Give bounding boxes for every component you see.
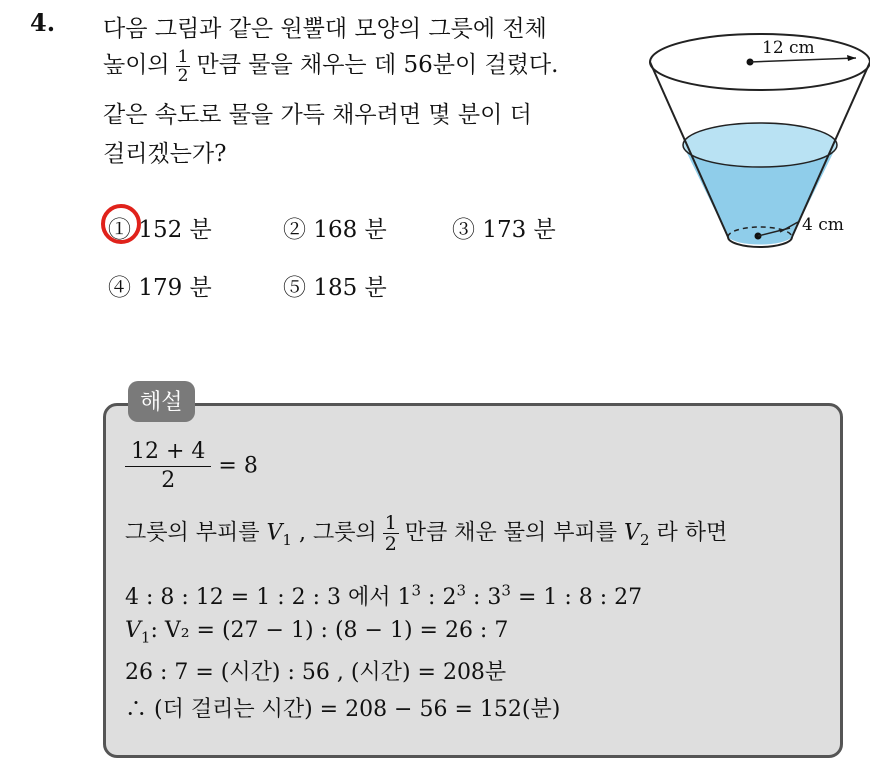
choice-2[interactable] — [283, 211, 387, 244]
question-number: 4. — [30, 8, 56, 37]
question-line-2-start: 높이의 — [103, 52, 170, 78]
choice-5-text: 185 분 — [313, 275, 387, 301]
solution-average-fraction: $\frac{12 + 4}{2}$ — [125, 438, 211, 495]
solution-half-fraction: $\frac{1}{2}$ — [384, 512, 397, 555]
solution-line-1 — [125, 438, 258, 495]
choice-4-mark: ④ — [108, 275, 131, 301]
solution-average-result: = 8 — [218, 453, 258, 479]
choice-4-text: 179 분 — [138, 275, 212, 301]
solution-line-5: 26 : 7 = (시간) : 56 , (시간) = 208분 — [125, 660, 507, 685]
top-radius-line — [750, 58, 856, 62]
solution-line-3: 4 : 8 : 12 = 1 : 2 : 3 에서 $1^3$ : $2^3$ : $3^3 = 1$ : 8 : 27 — [125, 581, 643, 610]
water-surface — [683, 123, 837, 167]
choice-1-mark: ① — [108, 217, 131, 243]
solution-line-4: $V_1$: V₂ = (27 − 1) : (8 − 1) = 26 : 7 — [125, 618, 509, 647]
choice-1[interactable] — [108, 211, 212, 244]
choice-3-text: 173 분 — [482, 217, 556, 243]
bottom-radius-label: 4 cm — [802, 215, 844, 235]
question-line-4: 걸리겠는가? — [103, 141, 227, 167]
question-line-3: 같은 속도로 물을 가득 채우려면 몇 분이 더 — [103, 102, 532, 128]
choice-2-text: 168 분 — [313, 217, 387, 243]
choice-2-mark: ② — [283, 217, 306, 243]
choice-5[interactable] — [283, 269, 387, 302]
frustum-container-figure — [630, 20, 870, 260]
choice-3[interactable] — [452, 211, 556, 244]
choice-4[interactable] — [108, 269, 212, 302]
solution-tag: 해설 — [128, 381, 195, 422]
top-radius-label: 12 cm — [762, 38, 815, 58]
question-line-2-end: 만큼 물을 채우는 데 56분이 걸렸다. — [196, 52, 559, 78]
top-radius-arrowhead — [847, 55, 856, 61]
choice-1-text: 152 분 — [138, 217, 212, 243]
choice-5-mark: ⑤ — [283, 275, 306, 301]
solution-line-2: 그릇의 부피를 $V_1$ , 그릇의 $\frac{1}{2}$ 만큼 채운 물의 부피를 $V_2$ 라 하면 — [125, 512, 728, 555]
question-line-2 — [103, 46, 558, 85]
half-fraction: $\frac{1}{2}$ — [177, 46, 189, 86]
solution-line-6: ∴ (더 걸리는 시간) = 208 − 56 = 152(분) — [125, 697, 561, 722]
choice-3-mark: ③ — [452, 217, 475, 243]
question-line-1: 다음 그림과 같은 원뿔대 모양의 그릇에 전체 — [103, 16, 547, 42]
